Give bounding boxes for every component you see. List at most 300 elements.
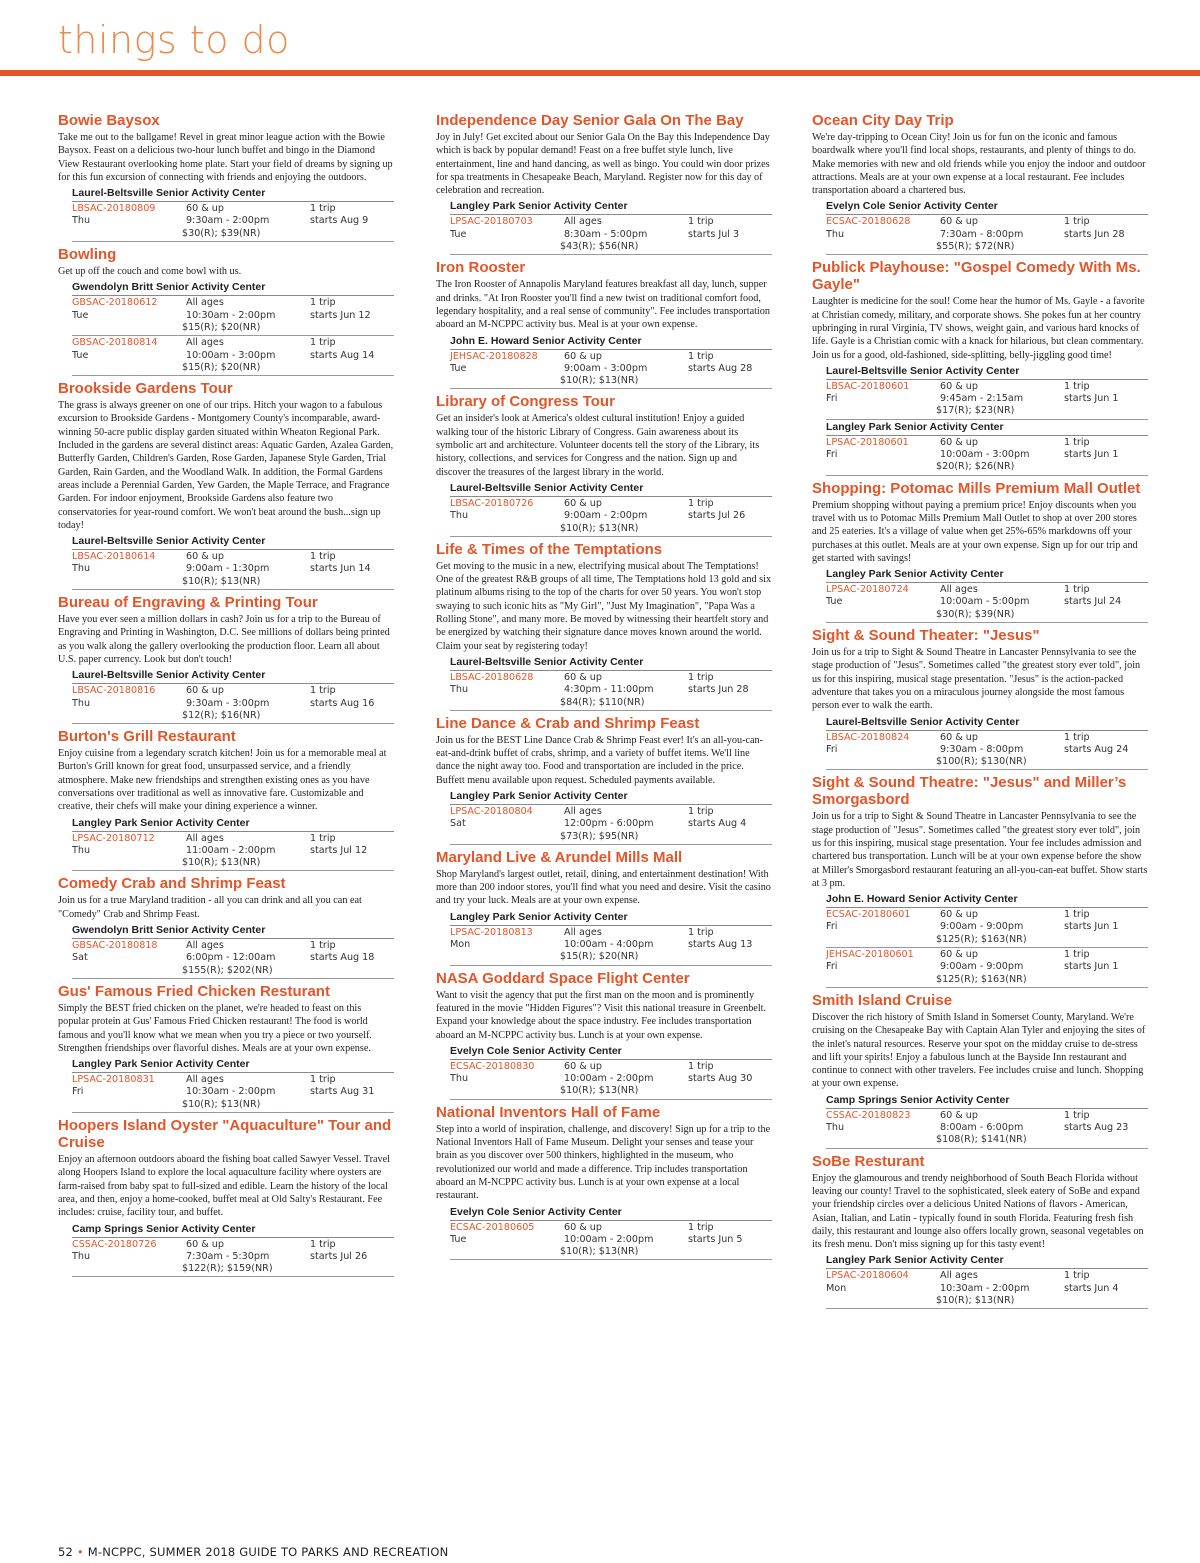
session-row xyxy=(450,926,772,966)
session-row xyxy=(826,908,1148,948)
event-listing xyxy=(436,259,772,389)
session-fee: $43(R); $56(NR) xyxy=(560,241,639,253)
spacer xyxy=(826,461,940,473)
session-line-1 xyxy=(72,940,394,952)
event-listing xyxy=(812,480,1148,623)
session-fee: $125(R); $163(NR) xyxy=(936,933,1027,945)
session-line-2 xyxy=(826,449,1148,461)
age-range: All ages xyxy=(186,940,224,952)
activity-code[interactable]: LBSAC-20180614 xyxy=(72,551,156,563)
session-time: 10:00am - 3:00pm xyxy=(186,349,276,361)
session-day: Thu xyxy=(72,215,91,227)
activity-center-name: Langley Park Senior Activity Center xyxy=(826,1254,1148,1269)
event-title: National Inventors Hall of Fame xyxy=(436,1103,661,1121)
activity-code[interactable]: GBSAC-20180818 xyxy=(72,940,158,952)
session-time: 11:00am - 2:00pm xyxy=(186,844,276,856)
session-line-1 xyxy=(72,203,394,215)
event-description: Premium shopping without paying a premium price! Enjoy discounts when you travel with us to Potomac Mills Premium Mall Outlet to shop at over 200 stores and 25 eateries. It's a village of value when get 25%-65% markdowns off your purchases at this outlet. Meals are at your own expense. Sign up for our trip and get started with savings! xyxy=(812,499,1138,564)
session-row xyxy=(72,1073,394,1113)
session-line-3 xyxy=(72,362,394,374)
session-line-3 xyxy=(72,576,394,588)
spacer xyxy=(450,241,564,253)
trip-count: 1 trip xyxy=(1064,1270,1090,1282)
session-day: Tue xyxy=(72,349,89,361)
activity-center-name: Laurel-Beltsville Senior Activity Center xyxy=(450,482,772,497)
trip-count: 1 trip xyxy=(688,1221,714,1233)
session-time: 9:00am - 1:30pm xyxy=(186,563,270,575)
session-line-1 xyxy=(450,672,772,684)
session-row xyxy=(72,1238,394,1278)
session-row xyxy=(826,583,1148,623)
activity-code[interactable]: CSSAC-20180726 xyxy=(72,1238,157,1250)
trip-count: 1 trip xyxy=(1064,909,1090,921)
spacer xyxy=(72,857,186,869)
session-row xyxy=(450,1221,772,1261)
event-title: Independence Day Senior Gala On The Bay xyxy=(436,112,744,129)
session-line-2 xyxy=(826,1283,1148,1295)
session-fee: $10(R); $13(NR) xyxy=(182,857,261,869)
event-title: Life & Times of the Temptations xyxy=(436,540,663,558)
event-title: Line Dance & Crab and Shrimp Feast xyxy=(436,714,700,732)
session-line-3 xyxy=(826,974,1148,986)
session-row xyxy=(72,202,394,242)
trip-count: 1 trip xyxy=(310,551,336,563)
session-line-2 xyxy=(450,363,772,375)
activity-code[interactable]: LPSAC-20180724 xyxy=(826,584,909,596)
session-time: 9:45am - 2:15am xyxy=(940,393,1024,405)
session-line-1 xyxy=(826,1110,1148,1122)
session-line-3 xyxy=(826,461,1148,473)
age-range: 60 & up xyxy=(564,1221,602,1233)
session-start: starts Jul 26 xyxy=(688,510,746,522)
header-divider xyxy=(0,70,1200,76)
activity-code[interactable]: LPSAC-20180601 xyxy=(826,436,909,448)
activity-code[interactable]: LPSAC-20180813 xyxy=(450,926,533,938)
session-row xyxy=(826,731,1148,771)
session-line-2 xyxy=(72,350,394,362)
session-line-2 xyxy=(450,939,772,951)
session-day: Tue xyxy=(72,309,89,321)
event-description: Joy in July! Get excited about our Senior Gala On the Bay this Independence Day which is back by popular demand! Feast on a free buffet style lunch, live entertainment, line and hand dancing, as well as bingo. You could win door prizes for spa treatments in Chesapeake Beach, Maryland. Register now for this day of celebration and recreation. xyxy=(436,132,770,197)
event-title: Ocean City Day Trip xyxy=(812,112,954,129)
session-row xyxy=(450,1060,772,1100)
session-day: Thu xyxy=(72,563,91,575)
spacer xyxy=(72,362,186,374)
event-listing xyxy=(436,849,772,966)
event-description: Join us for a trip to Sight & Sound Theatre in Lancaster Pennsylvania to see the stage production of "Jesus". Sometimes called "the greatest story ever told", join us for this inspiring, musical stage presentation. "Jesus" is the action-packed adventure that takes you on a miraculous journey alongside the most famous person ever to walk the earth. xyxy=(812,647,1141,712)
session-start: starts Aug 13 xyxy=(688,939,753,951)
session-line-3 xyxy=(450,697,772,709)
session-day: Tue xyxy=(450,228,467,240)
age-range: 60 & up xyxy=(186,551,224,563)
activity-code[interactable]: LBSAC-20180824 xyxy=(826,731,910,743)
event-title: Bureau of Engraving & Printing Tour xyxy=(58,594,318,612)
event-title: Comedy Crab and Shrimp Feast xyxy=(58,875,286,893)
spacer xyxy=(826,756,940,768)
spacer xyxy=(72,1263,186,1275)
trip-count: 1 trip xyxy=(310,685,336,697)
event-description: Simply the BEST fried chicken on the planet, we're headed to feast on this popular protein at Gus' Famous Fried Chicken restaurant! The food is world famous and you'll know what we mean when you try a piece or two yourself. Strengthen friendships over flavorful dishes. Meals are at your own expense. xyxy=(58,1002,372,1054)
session-start: starts Aug 31 xyxy=(310,1086,375,1098)
age-range: 60 & up xyxy=(940,909,978,921)
session-time: 9:30am - 8:00pm xyxy=(940,743,1024,755)
session-day: Tue xyxy=(450,362,467,374)
session-start: starts Jun 1 xyxy=(1064,393,1119,405)
activity-code[interactable]: LBSAC-20180628 xyxy=(450,671,534,683)
activity-center-name: Langley Park Senior Activity Center xyxy=(826,421,1148,436)
trip-count: 1 trip xyxy=(310,203,336,215)
event-listing xyxy=(812,259,1148,475)
session-day: Fri xyxy=(826,393,838,405)
trip-count: 1 trip xyxy=(1064,380,1090,392)
session-time: 9:30am - 2:00pm xyxy=(186,215,270,227)
activity-center-name: Laurel-Beltsville Senior Activity Center xyxy=(450,656,772,671)
session-day: Fri xyxy=(826,743,838,755)
trip-count: 1 trip xyxy=(310,1074,336,1086)
event-listing xyxy=(436,970,772,1100)
spacer xyxy=(450,523,564,535)
session-fee: $30(R); $39(NR) xyxy=(936,608,1015,620)
session-time: 7:30am - 5:30pm xyxy=(186,1250,270,1262)
age-range: All ages xyxy=(940,1270,978,1282)
session-line-2 xyxy=(450,684,772,696)
event-title: Sight & Sound Theatre: "Jesus" and Miller’s Smorgasbord xyxy=(812,774,1127,809)
session-line-1 xyxy=(72,551,394,563)
event-listing xyxy=(436,393,772,536)
session-line-2 xyxy=(450,1073,772,1085)
session-fee: $17(R); $23(NR) xyxy=(936,405,1015,417)
session-line-3 xyxy=(826,609,1148,621)
session-row xyxy=(450,671,772,711)
session-time: 4:30pm - 11:00pm xyxy=(564,684,654,696)
spacer xyxy=(72,1099,186,1111)
activity-code[interactable]: LBSAC-20180816 xyxy=(72,685,156,697)
event-description: Want to visit the agency that put the first man on the moon and is prominently featured in the movie "Hidden Figures"? Visit this national treasure in Greenbelt. Expand your knowledge about the space industry. Fee includes transportation aboard an M-NCPPC activity bus. Lunch is at your own expense. xyxy=(436,989,767,1041)
event-description: Get up off the couch and come bowl with us. xyxy=(58,266,242,278)
session-row xyxy=(826,948,1148,988)
session-line-2 xyxy=(450,229,772,241)
trip-count: 1 trip xyxy=(1064,731,1090,743)
session-line-1 xyxy=(450,1222,772,1234)
session-start: starts Jun 1 xyxy=(1064,961,1119,973)
session-time: 10:00am - 4:00pm xyxy=(564,939,654,951)
session-line-3 xyxy=(450,1246,772,1258)
session-row xyxy=(826,1269,1148,1309)
session-day: Mon xyxy=(826,1282,847,1294)
session-start: starts Jun 4 xyxy=(1064,1282,1119,1294)
session-start: starts Aug 23 xyxy=(1064,1122,1129,1134)
session-time: 9:00am - 9:00pm xyxy=(940,961,1024,973)
trip-count: 1 trip xyxy=(310,337,336,349)
session-row xyxy=(72,832,394,872)
trip-count: 1 trip xyxy=(688,497,714,509)
session-fee: $10(R); $13(NR) xyxy=(560,375,639,387)
session-fee: $10(R); $13(NR) xyxy=(936,1295,1015,1306)
age-range: 60 & up xyxy=(186,203,224,215)
event-listing xyxy=(58,728,394,871)
session-start: starts Jul 3 xyxy=(688,228,740,240)
session-fee: $84(R); $110(NR) xyxy=(560,696,645,708)
session-line-1 xyxy=(450,1061,772,1073)
session-line-2 xyxy=(72,952,394,964)
session-fee: $15(R); $20(NR) xyxy=(560,951,639,963)
age-range: All ages xyxy=(564,216,602,228)
activity-code[interactable]: LBSAC-20180601 xyxy=(826,380,910,392)
page-title: things to do xyxy=(58,18,290,62)
event-title: Hoopers Island Oyster "Aquaculture" Tour and Cruise xyxy=(58,1117,392,1152)
trip-count: 1 trip xyxy=(688,1060,714,1072)
session-time: 8:30am - 5:00pm xyxy=(564,228,648,240)
activity-center-name: Langley Park Senior Activity Center xyxy=(450,200,772,215)
event-description: Shop Maryland's largest outlet, retail, dining, and entertainment destination! With more than 200 indoor stores, you'll find what you need and desire. Visit the casino and try your luck. Meals are at your own expense. xyxy=(436,868,771,907)
age-range: 60 & up xyxy=(564,1060,602,1072)
session-line-3 xyxy=(450,523,772,535)
session-time: 10:30am - 2:00pm xyxy=(186,1086,276,1098)
session-time: 7:30am - 8:00pm xyxy=(940,228,1024,240)
activity-center-name: Langley Park Senior Activity Center xyxy=(826,568,1148,583)
event-description: Join us for the BEST Line Dance Crab & Shrimp Feast ever! It's an all-you-can-eat-and-drink buffet of crabs, shrimp, and a variety of buffet items. We'll line dance the night away too. Food and transportation are included in the price. Buffett menu available upon request. Scheduled payments available. xyxy=(436,734,763,786)
session-line-3 xyxy=(72,322,394,334)
session-line-2 xyxy=(72,1086,394,1098)
activity-code[interactable]: ECSAC-20180830 xyxy=(450,1060,535,1072)
session-line-2 xyxy=(72,310,394,322)
activity-center-name: Langley Park Senior Activity Center xyxy=(450,790,772,805)
session-fee: $100(R); $130(NR) xyxy=(936,756,1027,768)
session-fee: $10(R); $13(NR) xyxy=(560,1246,639,1258)
spacer xyxy=(72,576,186,588)
session-line-1 xyxy=(450,216,772,228)
session-line-2 xyxy=(450,510,772,522)
session-line-1 xyxy=(826,1270,1148,1282)
event-title: Bowie Baysox xyxy=(58,112,160,129)
session-start: starts Jun 28 xyxy=(688,684,749,696)
session-time: 9:00am - 9:00pm xyxy=(940,921,1024,933)
session-day: Fri xyxy=(826,961,838,973)
column-1 xyxy=(58,112,394,1281)
event-title: Maryland Live & Arundel Mills Mall xyxy=(436,848,683,866)
session-fee: $125(R); $163(NR) xyxy=(936,973,1027,985)
activity-center-name: Laurel-Beltsville Senior Activity Center xyxy=(72,187,394,202)
trip-count: 1 trip xyxy=(310,297,336,309)
session-fee: $10(R); $13(NR) xyxy=(182,575,261,587)
activity-center-name: Laurel-Beltsville Senior Activity Center xyxy=(826,716,1148,731)
spacer xyxy=(72,228,186,240)
session-line-1 xyxy=(450,351,772,363)
spacer xyxy=(826,934,940,946)
session-day: Mon xyxy=(450,939,471,951)
session-line-2 xyxy=(826,596,1148,608)
activity-code[interactable]: LPSAC-20180604 xyxy=(826,1270,909,1282)
activity-center-name: John E. Howard Senior Activity Center xyxy=(450,335,772,350)
session-line-3 xyxy=(826,756,1148,768)
session-day: Tue xyxy=(826,596,843,608)
trip-count: 1 trip xyxy=(1064,949,1090,961)
event-description: Join us for a trip to Sight & Sound Theatre in Lancaster Pennsylvania to see the stage production of "Jesus". Sometimes called "the greatest story ever told", join us for this inspiring, musical stage presentation. Your fee includes admission and chartered bus transportation. Lunch will be at your own expense before the show at Miller's Smorgasbord restaurant featuring an all-you-can-eat buffet. Show starts at 3 pm. xyxy=(812,811,1148,889)
session-start: starts Jun 12 xyxy=(310,309,371,321)
trip-count: 1 trip xyxy=(310,832,336,844)
age-range: 60 & up xyxy=(564,671,602,683)
session-fee: $20(R); $26(NR) xyxy=(936,461,1015,473)
session-line-3 xyxy=(450,831,772,843)
activity-code[interactable]: JEHSAC-20180601 xyxy=(826,949,914,961)
event-description: Have you ever seen a million dollars in cash? Join us for a trip to the Bureau of Engraving and Printing in Washington, D.C. See millions of dollars being printed as you walk along the gallery overlooking the production floor. Learn all about U.S. paper currency. Look but don't touch! xyxy=(58,614,390,665)
spacer xyxy=(450,1085,564,1097)
event-description: Get moving to the music in a new, electrifying musical about The Temptations! One of the greatest R&B groups of all time, The Temptations hold 13 gold and six platinum albums rising to the top of the charts for over 50 years. You won't stop swaying to such iconic hits as "My Girl", "Just My Imagination", "Papa Was a Rolling Stone", and many more. Be moved by witnessing their heartfelt story and be energized by watching their signature dance moves known around the world. Claim your seat by registering today! xyxy=(436,560,772,652)
activity-code[interactable]: GBSAC-20180612 xyxy=(72,297,158,309)
session-fee: $12(R); $16(NR) xyxy=(182,709,261,721)
spacer xyxy=(826,241,940,253)
session-day: Fri xyxy=(72,1086,84,1098)
session-day: Thu xyxy=(450,1073,469,1085)
event-description: We're day-tripping to Ocean City! Join us for fun on the iconic and famous boardwalk where you'll find local shops, restaurants, and plenty of things to do. Make memories with new and old friends while you enjoy the indoor and outdoor attractions. Meals are at your own expense at a local restaurant. Fee includes transportation aboard a chartered bus. xyxy=(812,132,1146,197)
activity-code[interactable]: ECSAC-20180628 xyxy=(826,216,911,228)
session-line-3 xyxy=(826,1134,1148,1146)
column-3 xyxy=(812,112,1148,1313)
activity-code[interactable]: ECSAC-20180605 xyxy=(450,1221,535,1233)
event-description: Enjoy cuisine from a legendary scratch kitchen! Join us for a memorable meal at Burton's Grill known for great food, unsurpassed service, and a friendly atmosphere. Make new friendships and strengthen existing ones as you have conversations over traditional as well as innovative fare. Customizable and creative, their chefs will make your dining experience a winner. xyxy=(58,748,387,813)
session-start: starts Jun 1 xyxy=(1064,921,1119,933)
event-listing xyxy=(812,627,1148,770)
event-title: Sight & Sound Theater: "Jesus" xyxy=(812,627,1040,645)
session-time: 10:00am - 2:00pm xyxy=(564,1233,654,1245)
session-line-1 xyxy=(450,927,772,939)
session-line-2 xyxy=(826,921,1148,933)
activity-code[interactable]: ECSAC-20180601 xyxy=(826,909,911,921)
trip-count: 1 trip xyxy=(688,350,714,362)
activity-center-name: Evelyn Cole Senior Activity Center xyxy=(450,1206,772,1221)
session-day: Fri xyxy=(826,921,838,933)
activity-code[interactable]: GBSAC-20180814 xyxy=(72,337,158,349)
session-fee: $10(R); $13(NR) xyxy=(182,1098,261,1110)
session-fee: $15(R); $20(NR) xyxy=(182,361,261,373)
session-start: starts Jun 28 xyxy=(1064,228,1125,240)
session-line-3 xyxy=(826,934,1148,946)
session-day: Tue xyxy=(450,1233,467,1245)
event-listing xyxy=(58,246,394,376)
age-range: 60 & up xyxy=(940,731,978,743)
session-line-2 xyxy=(826,744,1148,756)
session-time: 10:30am - 2:00pm xyxy=(186,309,276,321)
session-line-2 xyxy=(826,393,1148,405)
event-description: Enjoy the glamourous and trendy neighborhood of South Beach Florida without leaving our county! Travel to the sophisticated, sleek eatery of SoBe and expand your friendship circles over a delicious United Nations of flavors - American, Asian, Italian, and Latin - typically found in south Florida. Featuring fresh fish daily, this restaurant and lounge also offers locally grown, seasonal vegetables on its fresh menu. Don't miss signing up for this tasty event! xyxy=(812,1172,1144,1251)
activity-center-name: Evelyn Cole Senior Activity Center xyxy=(450,1045,772,1060)
spacer xyxy=(450,1246,564,1258)
session-line-2 xyxy=(826,229,1148,241)
session-row xyxy=(826,215,1148,255)
activity-code[interactable]: LBSAC-20180726 xyxy=(450,497,534,509)
session-line-3 xyxy=(72,965,394,977)
age-range: All ages xyxy=(564,926,602,938)
session-day: Sat xyxy=(450,818,466,830)
session-line-3 xyxy=(826,405,1148,417)
session-line-3 xyxy=(450,375,772,387)
session-row xyxy=(72,939,394,979)
event-listing xyxy=(436,541,772,711)
session-line-1 xyxy=(826,381,1148,393)
event-description: Take me out to the ballgame! Revel in great minor league action with the Bowie Baysox. Feast on a delicious two-hour lunch buffet and bingo in the Diamond View Restaurant overlooking home plate. Start your field of dreams by signing up for this fun excursion of connecting with friends and enjoying the outdoors. xyxy=(58,132,393,183)
trip-count: 1 trip xyxy=(310,1238,336,1250)
trip-count: 1 trip xyxy=(310,940,336,952)
session-start: starts Aug 28 xyxy=(688,362,753,374)
session-time: 9:00am - 3:00pm xyxy=(564,362,648,374)
trip-count: 1 trip xyxy=(1064,216,1090,228)
session-fee: $108(R); $141(NR) xyxy=(936,1134,1027,1146)
session-line-2 xyxy=(72,563,394,575)
age-range: All ages xyxy=(186,1074,224,1086)
spacer xyxy=(450,375,564,387)
event-listing xyxy=(58,1117,394,1277)
activity-center-name: Camp Springs Senior Activity Center xyxy=(72,1223,394,1238)
session-line-3 xyxy=(72,1099,394,1111)
trip-count: 1 trip xyxy=(688,216,714,228)
session-start: starts Aug 24 xyxy=(1064,743,1129,755)
session-row xyxy=(72,684,394,724)
spacer xyxy=(826,974,940,986)
session-row xyxy=(826,436,1148,476)
trip-count: 1 trip xyxy=(1064,436,1090,448)
event-title: Bowling xyxy=(58,246,117,264)
session-start: starts Jun 14 xyxy=(310,563,371,575)
session-fee: $55(R); $72(NR) xyxy=(936,241,1015,253)
trip-count: 1 trip xyxy=(1064,1109,1090,1121)
event-description: Enjoy an afternoon outdoors aboard the fishing boat called Sawyer Vessel. Travel along Hoopers Island to explore the local aquaculture facility where oysters are farm-raised from baby spat to full-sized and edible. Learn the history of the local area, and then, enjoy a home-cooked, buffet meal at Old Salty's Restaurant. Fee includes: cruise, facility tour, and buffet. xyxy=(58,1154,390,1219)
activity-code[interactable]: LPSAC-20180831 xyxy=(72,1074,155,1086)
session-line-3 xyxy=(826,1295,1148,1307)
session-start: starts Jul 12 xyxy=(310,844,368,856)
age-range: 60 & up xyxy=(564,350,602,362)
activity-center-name: John E. Howard Senior Activity Center xyxy=(826,893,1148,908)
event-description: Laughter is medicine for the soul! Come hear the humor of Ms. Gayle - a favorite at Christian comedy, military, and corporate shows. She pokes fun at her country upbringing in rural Virginia, TV shows, weight gain, and various hard knocks of life. Gayle is a Christian comic with a knack for hilarious, but clean commentary. Join us for a good, old-fashioned, side-splitting, belly-jiggling good time! xyxy=(812,296,1145,361)
activity-center-name: Evelyn Cole Senior Activity Center xyxy=(826,200,1148,215)
activity-code[interactable]: JEHSAC-20180828 xyxy=(450,350,538,362)
event-description: Step into a world of inspiration, challenge, and discovery! Sign up for a trip to the National Inventors Hall of Fame Museum. Delight your senses and tease your brain as you discover over 500 thinkers, highlighted in the museum, who revolutionized our world and made a difference. Trip includes transportation aboard an M-NCPPC activity bus. Lunch is at your own expense at a local restaurant. xyxy=(436,1123,771,1202)
event-title: Smith Island Cruise xyxy=(812,991,953,1009)
session-start: starts Jul 26 xyxy=(310,1250,368,1262)
session-fee: $122(R); $159(NR) xyxy=(182,1263,273,1275)
event-listing xyxy=(436,715,772,845)
activity-code[interactable]: LPSAC-20180703 xyxy=(450,216,533,228)
activity-code[interactable]: LPSAC-20180712 xyxy=(72,832,155,844)
event-listing xyxy=(58,875,394,978)
session-line-1 xyxy=(826,584,1148,596)
session-day: Thu xyxy=(72,844,91,856)
age-range: All ages xyxy=(940,584,978,596)
session-line-3 xyxy=(72,228,394,240)
age-range: All ages xyxy=(186,832,224,844)
activity-code[interactable]: LBSAC-20180809 xyxy=(72,203,156,215)
session-row xyxy=(450,805,772,845)
session-start: starts Jul 24 xyxy=(1064,596,1122,608)
session-line-1 xyxy=(72,1074,394,1086)
activity-center-name: Laurel-Beltsville Senior Activity Center xyxy=(72,535,394,550)
footer-separator: • xyxy=(76,1545,84,1559)
spacer xyxy=(826,405,940,417)
event-title: SoBe Resturant xyxy=(812,1152,925,1170)
session-line-1 xyxy=(72,685,394,697)
session-time: 10:30am - 2:00pm xyxy=(940,1282,1030,1294)
session-start: starts Aug 14 xyxy=(310,349,375,361)
activity-code[interactable]: LPSAC-20180804 xyxy=(450,805,533,817)
activity-center-name: Gwendolyn Britt Senior Activity Center xyxy=(72,281,394,296)
session-start: starts Aug 18 xyxy=(310,952,375,964)
spacer xyxy=(450,951,564,963)
session-row xyxy=(826,1109,1148,1149)
session-time: 10:00am - 2:00pm xyxy=(564,1073,654,1085)
activity-code[interactable]: CSSAC-20180823 xyxy=(826,1109,911,1121)
session-start: starts Aug 9 xyxy=(310,215,369,227)
event-description: Get an insider's look at America's oldest cultural institution! Enjoy a guided walking tour of the historic Library of Congress. Gain awareness about its symbolic art and architecture. Volunteer docents tell the story of the Library, its history, collections, and services for Congress and the nation. Sign up and discover the treasures of the largest library in the world. xyxy=(436,413,760,478)
session-day: Thu xyxy=(450,510,469,522)
